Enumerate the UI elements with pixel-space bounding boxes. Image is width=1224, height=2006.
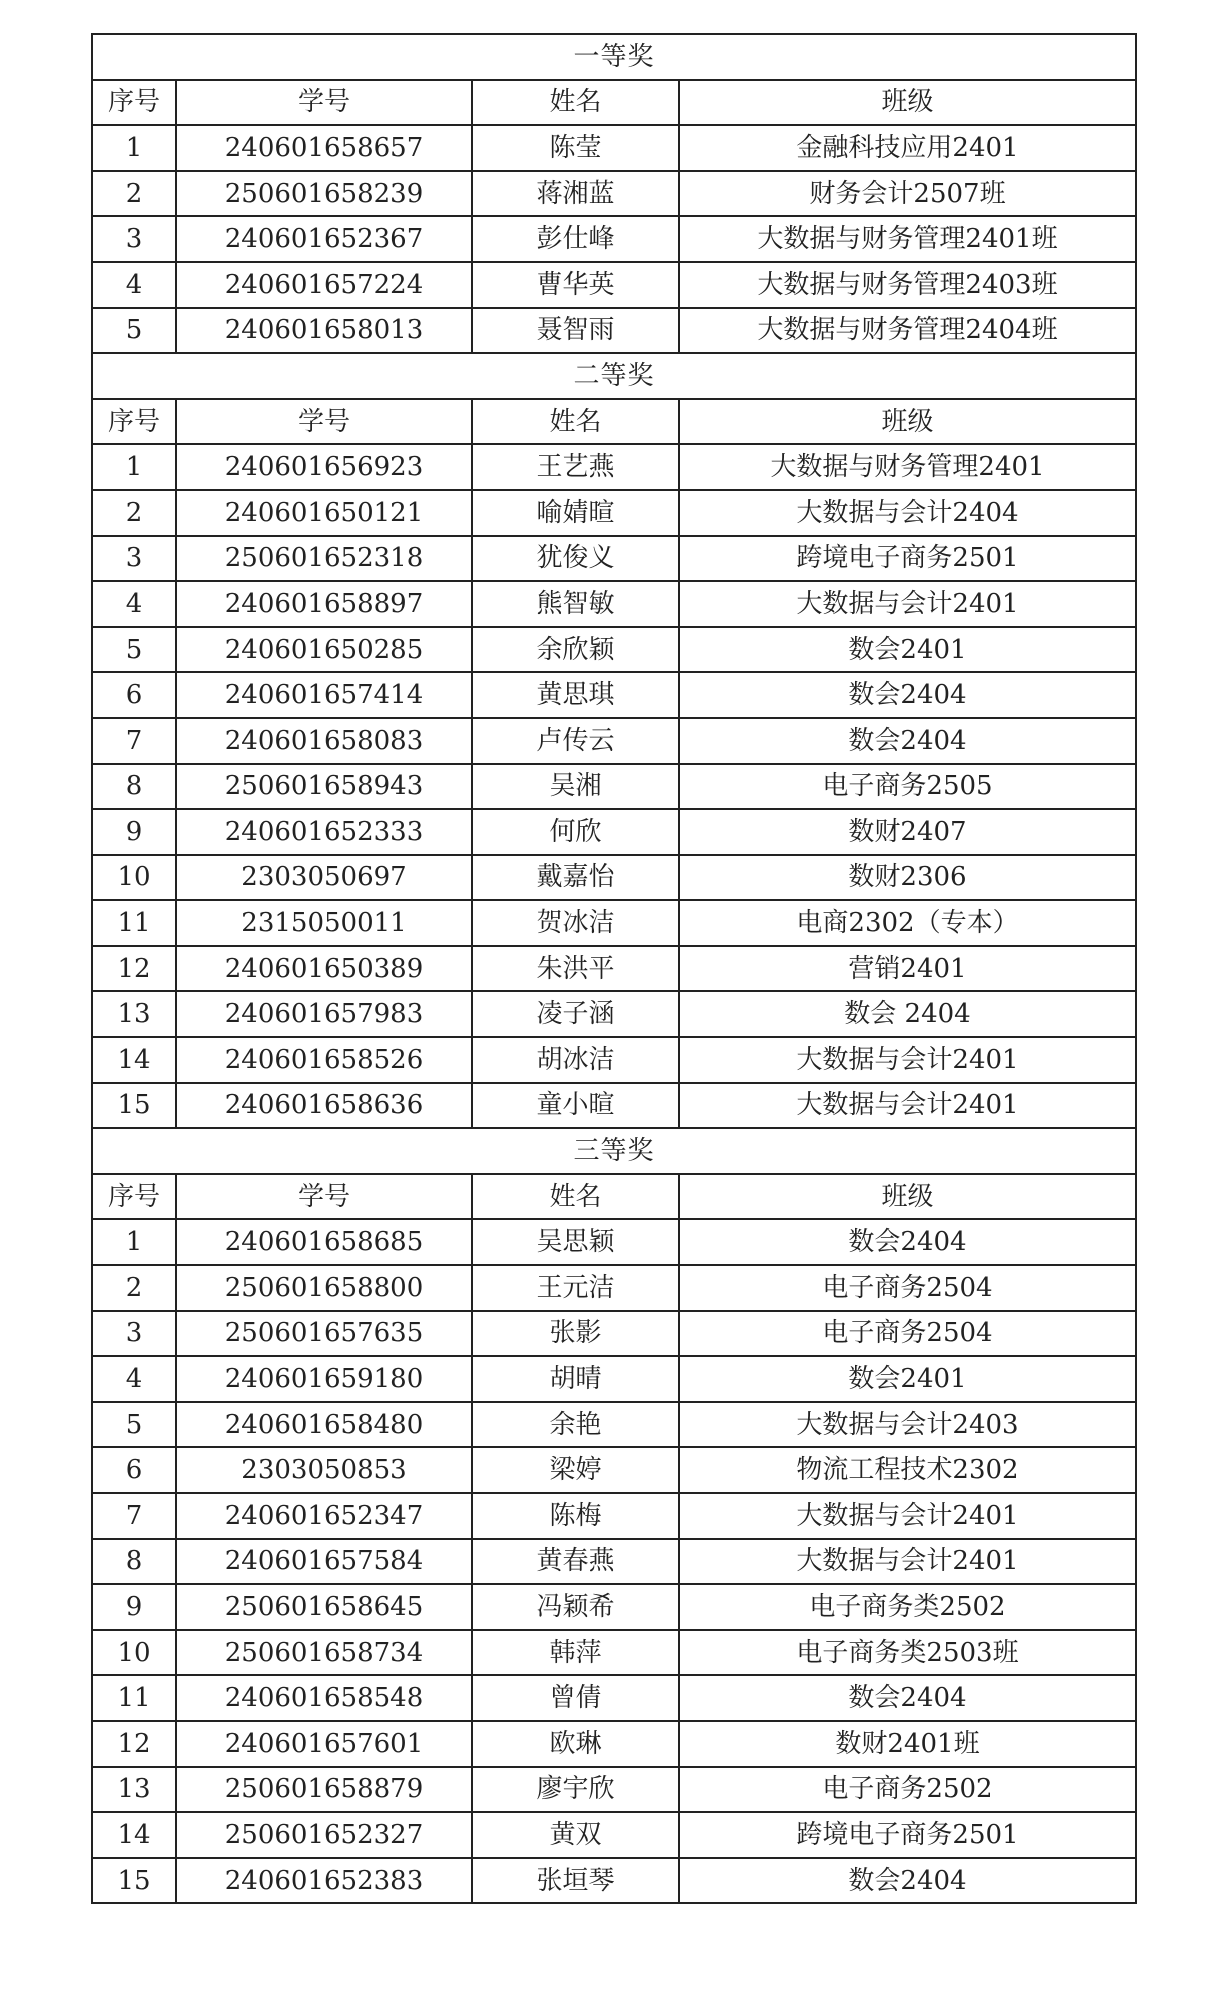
class-cell: 电子商务2502 [679, 1767, 1136, 1813]
class-cell: 电子商务2504 [679, 1311, 1136, 1357]
table-row [92, 1721, 1136, 1767]
class-cell: 电子商务类2502 [679, 1584, 1136, 1630]
student-id-cell: 240601658897 [176, 581, 472, 627]
award-table-body [92, 34, 1136, 1903]
student-id-cell: 250601658734 [176, 1630, 472, 1676]
table-row [92, 809, 1136, 855]
index-cell: 1 [92, 444, 176, 490]
column-header-row [92, 80, 1136, 126]
index-cell: 2 [92, 171, 176, 217]
section-title-row [92, 353, 1136, 399]
student-id-cell: 240601657983 [176, 991, 472, 1037]
student-id-cell: 240601658548 [176, 1675, 472, 1721]
class-cell: 数会2404 [679, 1675, 1136, 1721]
class-cell: 数财2407 [679, 809, 1136, 855]
student-name-cell: 黄春燕 [472, 1539, 679, 1585]
table-row [92, 1311, 1136, 1357]
student-name-cell: 廖宇欣 [472, 1767, 679, 1813]
class-cell: 营销2401 [679, 946, 1136, 992]
header-student-name-cell: 姓名 [472, 1174, 679, 1220]
index-cell: 5 [92, 627, 176, 673]
index-cell: 11 [92, 900, 176, 946]
class-cell: 财务会计2507班 [679, 171, 1136, 217]
index-cell: 3 [92, 216, 176, 262]
class-cell: 跨境电子商务2501 [679, 1812, 1136, 1858]
header-student-id-cell: 学号 [176, 1174, 472, 1220]
class-cell: 大数据与会计2403 [679, 1402, 1136, 1448]
class-cell: 数财2401班 [679, 1721, 1136, 1767]
header-student-name-cell: 姓名 [472, 80, 679, 126]
student-id-cell: 240601652347 [176, 1493, 472, 1539]
student-name-cell: 陈莹 [472, 125, 679, 171]
student-id-cell: 240601650389 [176, 946, 472, 992]
section-title-row [92, 1128, 1136, 1174]
student-id-cell: 250601658239 [176, 171, 472, 217]
column-header-row [92, 399, 1136, 445]
header-index-cell: 序号 [92, 1174, 176, 1220]
table-row [92, 1356, 1136, 1402]
student-name-cell: 曾倩 [472, 1675, 679, 1721]
table-row [92, 1447, 1136, 1493]
award-level-title: 三等奖 [92, 1128, 1136, 1174]
student-id-cell: 250601657635 [176, 1311, 472, 1357]
table-row [92, 1037, 1136, 1083]
class-cell: 数会2404 [679, 672, 1136, 718]
student-name-cell: 余艳 [472, 1402, 679, 1448]
student-name-cell: 张影 [472, 1311, 679, 1357]
class-cell: 大数据与财务管理2403班 [679, 262, 1136, 308]
class-cell: 物流工程技术2302 [679, 1447, 1136, 1493]
table-row [92, 1812, 1136, 1858]
class-cell: 大数据与财务管理2401班 [679, 216, 1136, 262]
student-name-cell: 聂智雨 [472, 308, 679, 354]
student-name-cell: 熊智敏 [472, 581, 679, 627]
table-row [92, 125, 1136, 171]
index-cell: 1 [92, 1219, 176, 1265]
student-id-cell: 2303050697 [176, 855, 472, 901]
class-cell: 大数据与会计2401 [679, 1493, 1136, 1539]
table-row [92, 1584, 1136, 1630]
class-cell: 电子商务2505 [679, 764, 1136, 810]
class-cell: 数会2404 [679, 718, 1136, 764]
student-id-cell: 240601658685 [176, 1219, 472, 1265]
index-cell: 5 [92, 308, 176, 354]
table-row [92, 764, 1136, 810]
index-cell: 10 [92, 1630, 176, 1676]
student-name-cell: 王元洁 [472, 1265, 679, 1311]
student-name-cell: 朱洪平 [472, 946, 679, 992]
table-row [92, 581, 1136, 627]
table-row [92, 444, 1136, 490]
index-cell: 4 [92, 581, 176, 627]
student-id-cell: 250601658800 [176, 1265, 472, 1311]
index-cell: 6 [92, 672, 176, 718]
student-name-cell: 蒋湘蓝 [472, 171, 679, 217]
class-cell: 数会2401 [679, 1356, 1136, 1402]
student-name-cell: 凌子涵 [472, 991, 679, 1037]
student-id-cell: 240601652367 [176, 216, 472, 262]
student-id-cell: 240601658083 [176, 718, 472, 764]
student-name-cell: 何欣 [472, 809, 679, 855]
student-name-cell: 冯颖希 [472, 1584, 679, 1630]
table-row [92, 1493, 1136, 1539]
index-cell: 5 [92, 1402, 176, 1448]
student-name-cell: 童小暄 [472, 1083, 679, 1129]
student-id-cell: 240601657601 [176, 1721, 472, 1767]
class-cell: 大数据与会计2401 [679, 1037, 1136, 1083]
index-cell: 15 [92, 1083, 176, 1129]
student-id-cell: 240601658657 [176, 125, 472, 171]
header-student-name-cell: 姓名 [472, 399, 679, 445]
section-title-row [92, 34, 1136, 80]
student-id-cell: 240601657224 [176, 262, 472, 308]
student-id-cell: 240601658526 [176, 1037, 472, 1083]
index-cell: 13 [92, 991, 176, 1037]
student-id-cell: 2303050853 [176, 1447, 472, 1493]
student-name-cell: 吴湘 [472, 764, 679, 810]
table-row [92, 946, 1136, 992]
student-id-cell: 250601658645 [176, 1584, 472, 1630]
column-header-row [92, 1174, 1136, 1220]
class-cell: 大数据与会计2401 [679, 581, 1136, 627]
index-cell: 14 [92, 1812, 176, 1858]
student-name-cell: 韩萍 [472, 1630, 679, 1676]
index-cell: 2 [92, 490, 176, 536]
student-id-cell: 240601652383 [176, 1858, 472, 1904]
table-row [92, 536, 1136, 582]
class-cell: 数会2401 [679, 627, 1136, 673]
index-cell: 4 [92, 1356, 176, 1402]
student-name-cell: 梁婷 [472, 1447, 679, 1493]
index-cell: 8 [92, 764, 176, 810]
student-name-cell: 胡冰洁 [472, 1037, 679, 1083]
student-name-cell: 犹俊义 [472, 536, 679, 582]
student-name-cell: 吴思颖 [472, 1219, 679, 1265]
class-cell: 数财2306 [679, 855, 1136, 901]
table-row [92, 1858, 1136, 1904]
header-student-id-cell: 学号 [176, 399, 472, 445]
student-id-cell: 240601652333 [176, 809, 472, 855]
table-row [92, 490, 1136, 536]
header-class-cell: 班级 [679, 1174, 1136, 1220]
index-cell: 1 [92, 125, 176, 171]
student-name-cell: 余欣颖 [472, 627, 679, 673]
index-cell: 15 [92, 1858, 176, 1904]
table-row [92, 627, 1136, 673]
table-row [92, 1675, 1136, 1721]
student-id-cell: 240601650285 [176, 627, 472, 673]
class-cell: 大数据与会计2404 [679, 490, 1136, 536]
student-id-cell: 250601652327 [176, 1812, 472, 1858]
index-cell: 14 [92, 1037, 176, 1083]
class-cell: 数会 2404 [679, 991, 1136, 1037]
header-class-cell: 班级 [679, 80, 1136, 126]
index-cell: 3 [92, 536, 176, 582]
table-row [92, 1539, 1136, 1585]
class-cell: 大数据与会计2401 [679, 1539, 1136, 1585]
index-cell: 12 [92, 946, 176, 992]
class-cell: 电子商务类2503班 [679, 1630, 1136, 1676]
student-id-cell: 250601652318 [176, 536, 472, 582]
student-id-cell: 240601650121 [176, 490, 472, 536]
award-list-table [91, 33, 1137, 1904]
student-name-cell: 黄双 [472, 1812, 679, 1858]
student-name-cell: 张垣琴 [472, 1858, 679, 1904]
table-row [92, 900, 1136, 946]
index-cell: 13 [92, 1767, 176, 1813]
table-row [92, 1265, 1136, 1311]
table-row [92, 171, 1136, 217]
award-level-title: 二等奖 [92, 353, 1136, 399]
award-level-title: 一等奖 [92, 34, 1136, 80]
table-row [92, 1219, 1136, 1265]
class-cell: 数会2404 [679, 1858, 1136, 1904]
index-cell: 12 [92, 1721, 176, 1767]
student-name-cell: 卢传云 [472, 718, 679, 764]
index-cell: 2 [92, 1265, 176, 1311]
header-student-id-cell: 学号 [176, 80, 472, 126]
index-cell: 7 [92, 718, 176, 764]
student-id-cell: 240601656923 [176, 444, 472, 490]
class-cell: 电商2302（专本） [679, 900, 1136, 946]
student-name-cell: 胡晴 [472, 1356, 679, 1402]
class-cell: 数会2404 [679, 1219, 1136, 1265]
header-index-cell: 序号 [92, 80, 176, 126]
table-row [92, 308, 1136, 354]
index-cell: 3 [92, 1311, 176, 1357]
student-id-cell: 250601658879 [176, 1767, 472, 1813]
index-cell: 9 [92, 1584, 176, 1630]
header-index-cell: 序号 [92, 399, 176, 445]
student-name-cell: 彭仕峰 [472, 216, 679, 262]
student-name-cell: 贺冰洁 [472, 900, 679, 946]
student-name-cell: 喻婧暄 [472, 490, 679, 536]
class-cell: 大数据与会计2401 [679, 1083, 1136, 1129]
student-id-cell: 240601657584 [176, 1539, 472, 1585]
student-name-cell: 欧琳 [472, 1721, 679, 1767]
student-name-cell: 曹华英 [472, 262, 679, 308]
class-cell: 金融科技应用2401 [679, 125, 1136, 171]
index-cell: 7 [92, 1493, 176, 1539]
table-row [92, 1083, 1136, 1129]
class-cell: 电子商务2504 [679, 1265, 1136, 1311]
student-id-cell: 240601658013 [176, 308, 472, 354]
table-row [92, 1402, 1136, 1448]
student-id-cell: 240601658636 [176, 1083, 472, 1129]
student-id-cell: 240601659180 [176, 1356, 472, 1402]
student-id-cell: 250601658943 [176, 764, 472, 810]
index-cell: 10 [92, 855, 176, 901]
table-row [92, 672, 1136, 718]
table-row [92, 262, 1136, 308]
student-id-cell: 240601657414 [176, 672, 472, 718]
class-cell: 跨境电子商务2501 [679, 536, 1136, 582]
table-row [92, 1630, 1136, 1676]
table-row [92, 718, 1136, 764]
student-name-cell: 戴嘉怡 [472, 855, 679, 901]
class-cell: 大数据与财务管理2401 [679, 444, 1136, 490]
index-cell: 11 [92, 1675, 176, 1721]
student-name-cell: 王艺燕 [472, 444, 679, 490]
class-cell: 大数据与财务管理2404班 [679, 308, 1136, 354]
index-cell: 4 [92, 262, 176, 308]
student-id-cell: 240601658480 [176, 1402, 472, 1448]
index-cell: 9 [92, 809, 176, 855]
student-name-cell: 黄思琪 [472, 672, 679, 718]
student-name-cell: 陈梅 [472, 1493, 679, 1539]
header-class-cell: 班级 [679, 399, 1136, 445]
table-row [92, 216, 1136, 262]
table-row [92, 1767, 1136, 1813]
student-id-cell: 2315050011 [176, 900, 472, 946]
table-row [92, 855, 1136, 901]
index-cell: 8 [92, 1539, 176, 1585]
table-row [92, 991, 1136, 1037]
index-cell: 6 [92, 1447, 176, 1493]
